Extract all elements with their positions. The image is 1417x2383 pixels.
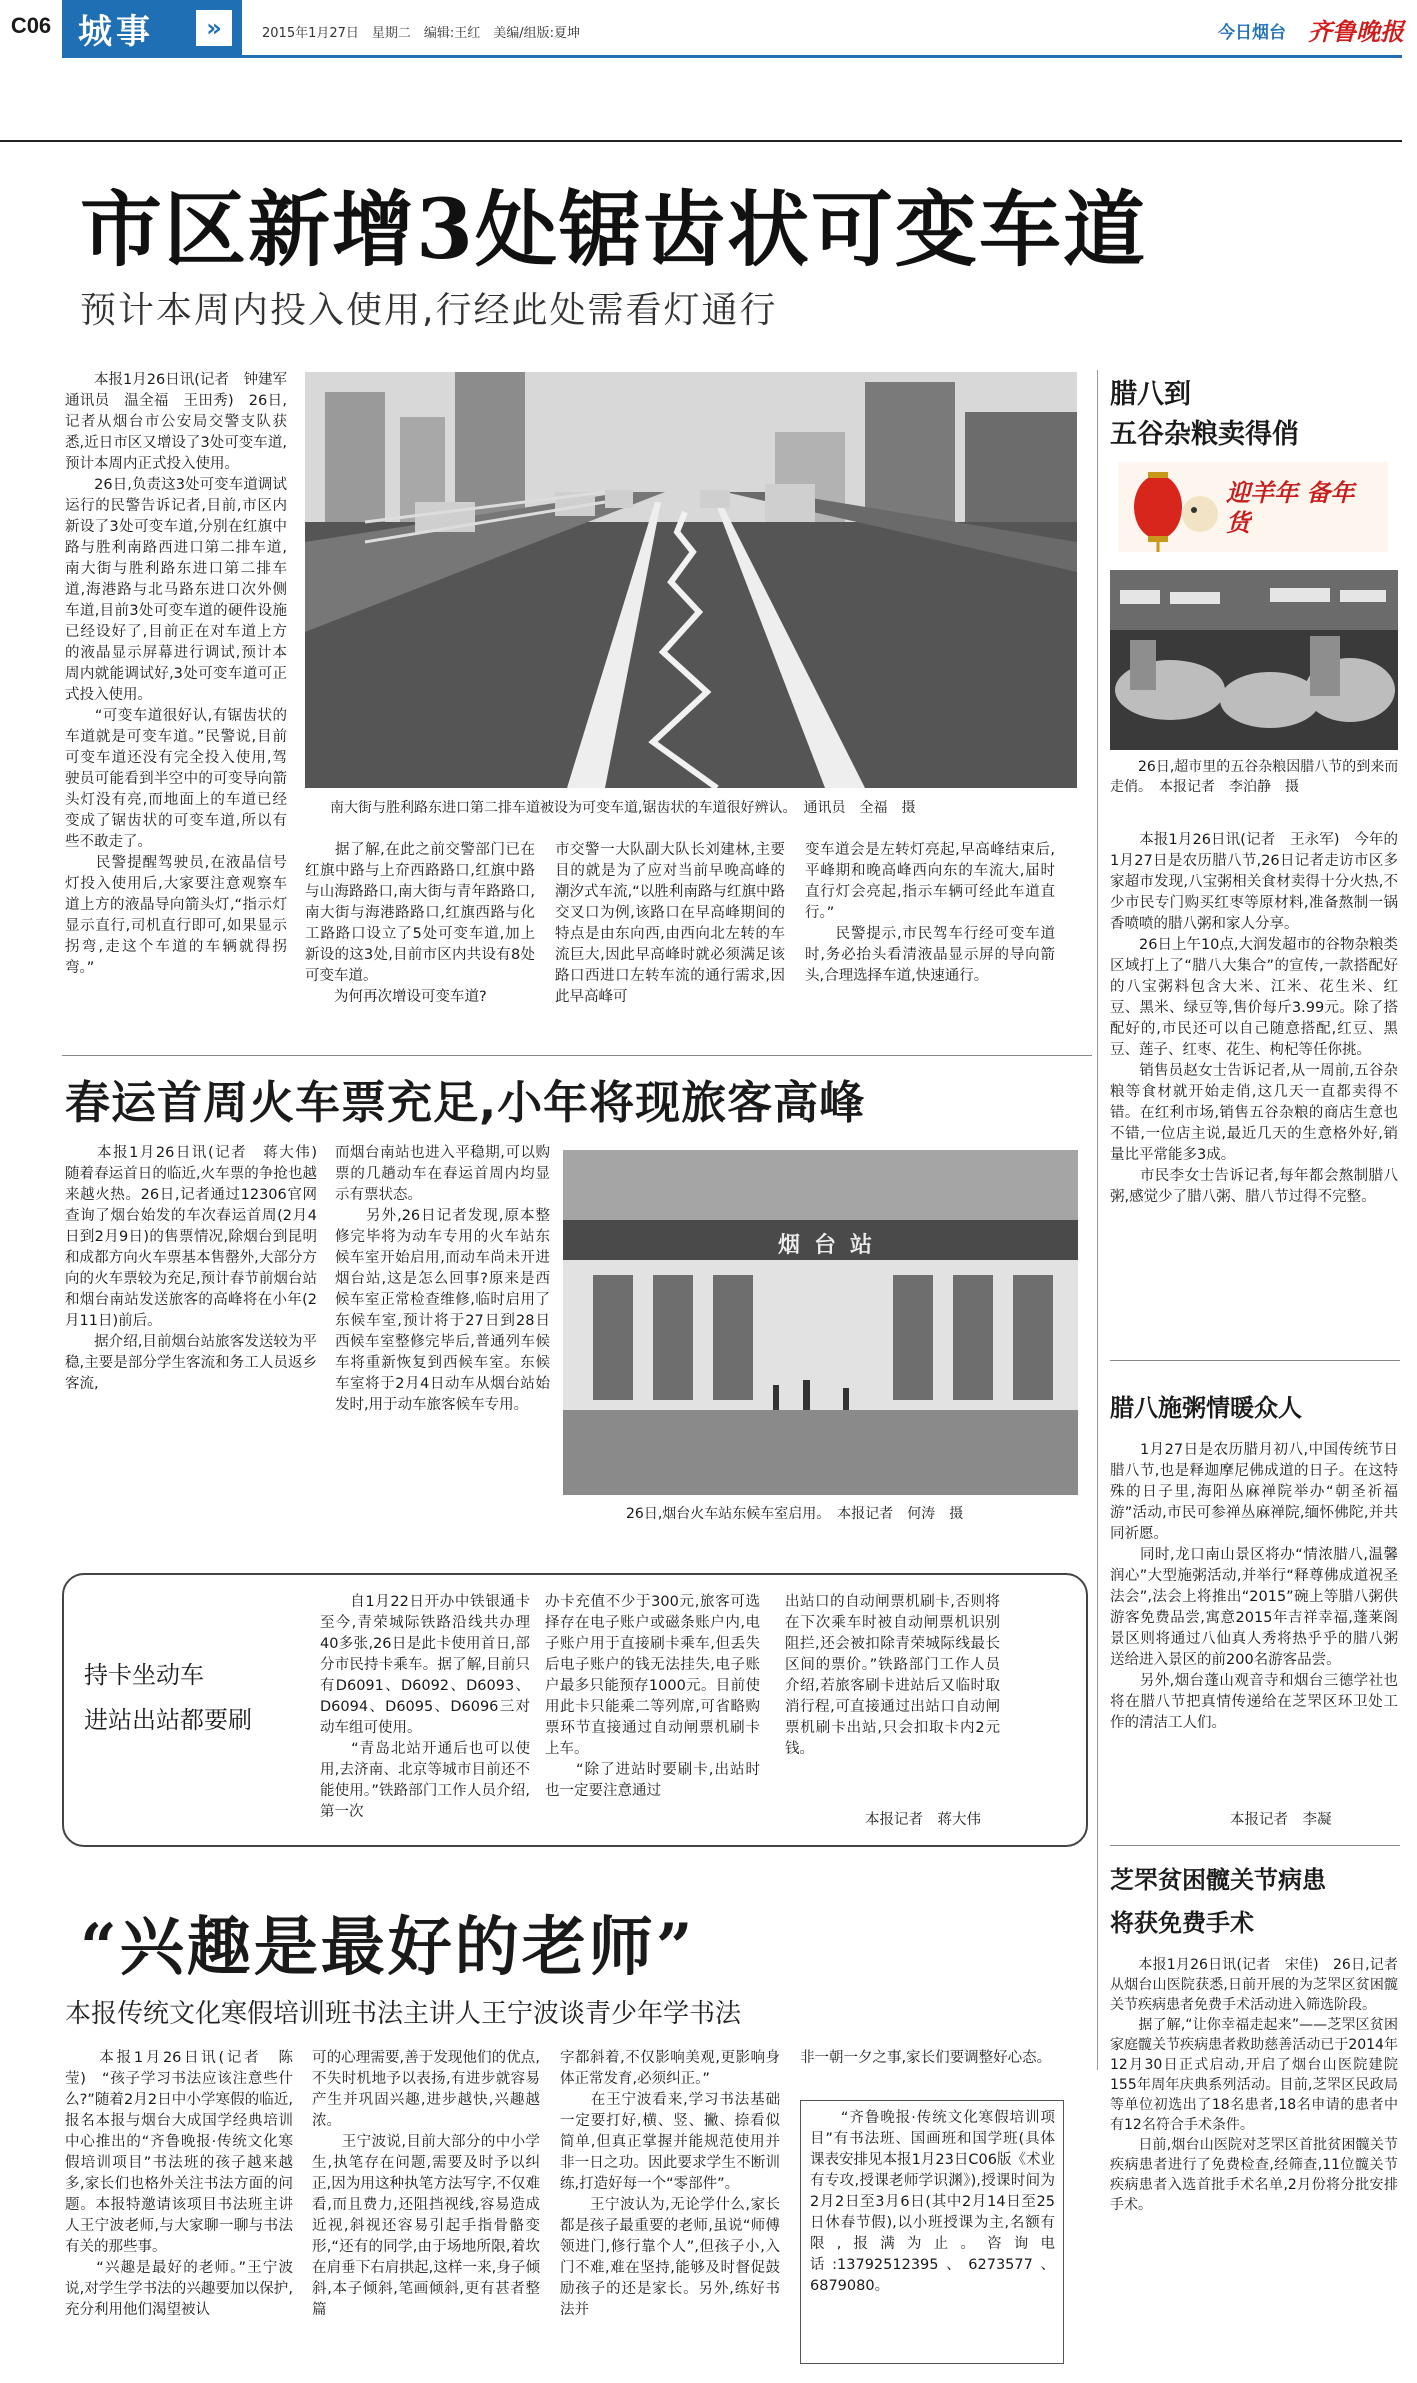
laba-body: 本报1月26日讯(记者 王永军) 今年的1月27日是农历腊八节,26日记者走访市区多家超市发现,八宝粥相关食材卖得十分火热,不少市民专门购买红枣等原材料,准备熬制一锅香喷喷的腊八粥和家人分享。 26日上午10点,大润发超市的谷物杂粮类区域打上了“腊八大集合”的宣传,一款搭配好的八宝粥料包含大米、江米、花生米、红豆、黑米、绿豆等,售价每斤3.99元。除了搭配好的,市民还可以自己随意搭配,红豆、黑豆、莲子、红枣、花生、枸杞等任你挑。 销售员赵女士告诉记者,从一周前,五谷杂粮等食材就开始走俏,这几天一直都卖得不错。在红利市场,销售五谷杂粮的商店生意也不错,一位店主说,最近几天的生意格外好,销量比平常能多3成。 市民李女士告诉记者,每年都会熬制腊八粥,感觉少了腊八粥、腊八节过得不完整。 bbox=[1110, 832, 1399, 1205]
date-line: 2015年1月27日 星期二 编辑:王红 美编/组版:夏坤 bbox=[262, 26, 581, 41]
lead-photo-caption: 南大街与胜利路东进口第二排车道被设为可变车道,锯齿状的车道很好辨认。 通讯员 全福 摄 bbox=[330, 800, 916, 816]
laba-headline-1: 腊八到 bbox=[1110, 379, 1191, 410]
train-column-1: 本报1月26日讯(记者 蒋大伟) 随着春运首日的临近,火车票的争抢也越来越火热。26日,记者通过12306官网查询了烟台始发的车次春运首周(2月4日到2月9日)的售票情况,除烟台到昆明和成都方向火车票基本售罄外,大部分方向的火车票较为充足,预计春节前烟台站和烟台南站发送旅客的高峰将在小年(2月11日)前后。 据介绍,目前烟台站旅客发送较为平稳,主要是部分学生客流和务工人员返乡客流, bbox=[65, 1145, 317, 1392]
calli-column-3: 字都斜着,不仅影响美观,更影响身体正常发育,必须纠正。” 在王宁波看来,学习书法基础一定要打好,横、竖、撇、捺看似简单,但真正掌握并能规范使用并非一日之功。因此要求学生不断训练,打造好每一个“零部件”。 王宁波认为,无论学什么,家长都是孩子最重要的老师,虽说“师傅领进门,修行靠个人”,但孩子小,入门不难,难在坚持,能够及时督促鼓励孩子的还是家长。另外,练好书法并 bbox=[560, 2050, 780, 2318]
header-rule bbox=[62, 55, 1402, 58]
train-rule bbox=[62, 1055, 1092, 1056]
card-headline-2: 进站出站都要刷 bbox=[84, 1706, 252, 1734]
lead-column-1: 本报1月26日讯(记者 钟建军 通讯员 温全福 王田秀) 26日,记者从烟台市公安局交警支队获悉,近日市区又增设了3处可变车道,预计本周内正式投入使用。 26日,负责这3处可变车道调试运行的民警告诉记者,目前,市区内新设了3处可变车道,分别在红旗中路与胜利南路西进口第二排车道,南大街与胜利路东进口第二排车道,海港路与北马路东进口次外侧车道,目前3处可变车道的硬件设施已经设好了,目前正在对车道上方的液晶显示屏幕进行调试,预计本周内就能调试好,3处可变车道可正式投入使用。 “可变车道很好认,有锯齿状的车道就是可变车道。”民警说,目前可变车道还没有完全投入使用,驾驶员可能看到半空中的可变导向箭头灯没有亮,而地面上的车道已经变成了锯齿状的可变车道,所以有些不敢走了。 民警提醒驾驶员,在液晶信号灯投入使用后,大家要注意观察车道上方的液晶导向箭头灯,“指示灯显示直行,司机直行即可,如果显示拐弯,走这个车道的车辆就得拐弯。” bbox=[65, 372, 287, 976]
lead-subheadline: 预计本周内投入使用,行经此处需看灯通行 bbox=[80, 290, 778, 331]
calli-column-4: 非一朝一夕之事,家长们要调整好心态。 bbox=[800, 2050, 1052, 2066]
new-year-banner bbox=[1118, 462, 1388, 552]
calli-info-text: “齐鲁晚报·传统文化寒假培训项目”有书法班、国画班和国学班(具体课表安排见本报1月23日C06版《术业有专攻,授课老师学识渊》),授课时间为2月2日至3月6日(其中2月14日至25日休春节假),以小班授课为主,名额有限,报满为止。咨询电话:13792512395、6273577、6879080。 bbox=[810, 2110, 1055, 2294]
lead-column-2: 据了解,在此之前交警部门已在红旗中路与上夼西路路口,红旗中路与山海路路口,南大街与青年路路口,南大街与海港路路口,红旗西路与化工路路口设立了5处可变车道,加上新设的这3处,目前市区内共设有8处可变车道。 为何再次增设可变车道? bbox=[305, 842, 535, 1005]
train-photo-caption: 26日,烟台火车站东候车室启用。 本报记者 何涛 摄 bbox=[626, 1506, 964, 1522]
lead-column-4: 变车道会是左转灯亮起,早高峰结束后,平峰期和晚高峰西向东的车流大,届时直行灯会亮起,指示车辆可经此车道直行。” 民警提示,市民驾车行经可变车道时,务必抬头看清液晶显示屏的导向箭头,合理选择车道,快速通行。 bbox=[805, 842, 1055, 984]
variable-lane-road-image bbox=[305, 372, 1077, 788]
card-column-3: 出站口的自动闸票机刷卡,否则将在下次乘车时被自动闸票机识别阻拦,还会被扣除青荣城际线最长区间的票价。”铁路部门工作人员介绍,若旅客刷卡进站后又临时取消行程,可直接通过出站口自动闸票机刷卡出站,只会扣取卡内2元钱。 bbox=[785, 1594, 1000, 1757]
hip-body: 本报1月26日讯(记者 宋佳) 26日,记者从烟台山医院获悉,日前开展的为芝罘区贫困髋关节疾病患者免费手术活动进入筛选阶段。 据了解,“让你幸福走起来”——芝罘区贫困家庭髋关节疾病患者救助慈善活动已于2014年12月30日正式启动,开启了烟台山医院建院155年周年庆典系列活动。目前,芝罘区民政局等单位初选出了18名患者,18名申请的患者中有12名符合手术条件。 日前,烟台山医院对芝罘区首批贫困髋关节疾病患者进行了免费检查,经筛查,11位髋关节疾病患者入选首批手术名单,2月份将分批安排手术。 bbox=[1110, 1957, 1398, 2213]
lead-column-3: 市交警一大队副大队长刘建林,主要目的就是为了应对当前早晚高峰的潮汐式车流,“以胜利南路与红旗中路交叉口为例,该路口在早高峰期间的特点是由东向西,由西向北左转的车流巨大,因此早高峰时就必须满足该路口西进口左转车流的通行需求,因此早高峰可 bbox=[555, 842, 785, 1005]
section-name: 城事 bbox=[78, 12, 154, 52]
page-number: C06 bbox=[10, 13, 52, 38]
banner-slogan: 迎羊年 备年货 bbox=[1226, 478, 1355, 537]
calli-column-1: 本报1月26日讯(记者 陈莹) “孩子学习书法应该注意些什么?”随着2月2日中小学寒假的临近,报名本报与烟台大成国学经典培训中心推出的“齐鲁晚报·传统文化寒假培训项目”书法班的孩子越来越多,家长们也格外关注书法方面的问题。本报特邀请该项目书法班主讲人王宁波老师,与大家聊一聊与书法有关的那些事。 “兴趣是最好的老师。”王宁波说,对学生学书法的兴趣要加以保护,充分利用他们渴望被认 bbox=[65, 2050, 293, 2318]
train-column-2: 而烟台南站也进入平稳期,可以购票的几趟动车在春运首周内均显示有票状态。 另外,26日记者发现,原本整修完毕将为动车专用的火车站东候车室开始启用,而动车尚未开进烟台站,这是怎么回事?原来是西候车室正常检查维修,临时启用了东候车室,预计将于27日到28日西候车室整修完毕后,普通列车候车将重新恢复到西候车室。东候车室将于2月4日动车从烟台站始发时,用于动车旅客候车专用。 bbox=[335, 1145, 550, 1413]
sidebar-rule-2 bbox=[1110, 1845, 1400, 1846]
calli-headline: “兴趣是最好的老师” bbox=[80, 1910, 696, 1985]
lead-photo bbox=[305, 372, 1077, 788]
newspaper-logo: 齐鲁晚报 bbox=[1308, 17, 1404, 46]
card-column-2: 办卡充值不少于300元,旅客可选择存在电子账户或磁条账户内,电子账户用于直接刷卡乘车,但丢失后电子账户的钱无法挂失,电子账户最多只能预存1000元。目前使用此卡只能乘二等列席,可省略购票环节直接通过自动闸票机刷卡上车。 “除了进站时要刷卡,出站时也一定要注意通过 bbox=[545, 1594, 760, 1799]
card-byline: 本报记者 蒋大伟 bbox=[865, 1812, 981, 1828]
laba-headline-2: 五谷杂粮卖得俏 bbox=[1110, 419, 1299, 450]
hip-headline-2: 将获免费手术 bbox=[1110, 1909, 1254, 1937]
zhou-headline: 腊八施粥情暖众人 bbox=[1110, 1394, 1302, 1422]
column-name: 今日烟台 bbox=[1218, 23, 1286, 43]
train-photo bbox=[563, 1150, 1078, 1495]
station-waiting-room-image bbox=[563, 1150, 1078, 1495]
chevron-right-icon: » bbox=[196, 10, 232, 46]
card-headline-1: 持卡坐动车 bbox=[84, 1661, 204, 1689]
calli-subheadline: 本报传统文化寒假培训班书法主讲人王宁波谈青少年学书法 bbox=[65, 1999, 742, 2029]
train-headline: 春运首周火车票充足,小年将现旅客高峰 bbox=[65, 1076, 866, 1129]
hip-headline-1: 芝罘贫困髋关节病患 bbox=[1110, 1866, 1326, 1894]
header-rule-2 bbox=[0, 140, 1402, 142]
lead-headline: 市区新增3处锯齿状可变车道 bbox=[80, 182, 1148, 278]
zhou-byline: 本报记者 李凝 bbox=[1230, 1812, 1332, 1828]
calli-column-2: 可的心理需要,善于发现他们的优点,不失时机地予以表扬,有进步就容易产生并巩固兴趣,进步越快,兴趣越浓。 王宁波说,目前大部分的中小学生,执笔存在问题,需要及时予以纠正,因为用这种执笔方法写字,不仅难看,而且费力,还阻挡视线,容易造成近视,斜视还容易引起手指骨骼变形,“还有的同学,由于场地所限,着坎在肩垂下右肩拱起,这样一来,身子倾斜,本子倾斜,笔画倾斜,更有甚者整篇 bbox=[312, 2050, 540, 2318]
laba-photo bbox=[1110, 570, 1398, 750]
card-column-1: 自1月22日开办中铁银通卡至今,青荣城际铁路沿线共办理40多张,26日是此卡使用首日,部分市民持卡乘车。据了解,目前只有D6091、D6092、D6093、D6094、D6095、D6096三对动车组可使用。 “青岛北站开通后也可以使用,去济南、北京等城市目前还不能使用。”铁路部门工作人员介绍,第一次 bbox=[320, 1594, 530, 1820]
laba-photo-caption: 26日,超市里的五谷杂粮因腊八节的到来而走俏。 本报记者 李泊静 摄 bbox=[1110, 759, 1399, 795]
grain-market-image bbox=[1110, 570, 1398, 750]
sidebar-divider bbox=[1097, 370, 1098, 2070]
station-sign: 烟台站 bbox=[778, 1233, 887, 1258]
zhou-body: 1月27日是农历腊月初八,中国传统节日腊八节,也是释迦摩尼佛成道的日子。在这特殊的日子里,海阳丛麻禅院举办“朝圣祈福游”活动,市民可参禅丛麻禅院,缅怀佛陀,并共同祈愿。 同时,龙口南山景区将办“情浓腊八,温馨润心”大型施粥活动,并举行“释尊佛成道祝圣法会”,法会上将推出“2015”碗上等腊八粥供游客免费品尝,寓意2015年吉祥幸福,蓬莱阁景区则将通过八仙真人秀将热乎乎的腊八粥送给进入景区的前200名游客品尝。 另外,烟台蓬山观音寺和烟台三德学社也将在腊八节把真情传递给在芝罘区环卫处工作的清洁工人们。 bbox=[1110, 1442, 1398, 1731]
sidebar-rule-1 bbox=[1110, 1360, 1400, 1361]
